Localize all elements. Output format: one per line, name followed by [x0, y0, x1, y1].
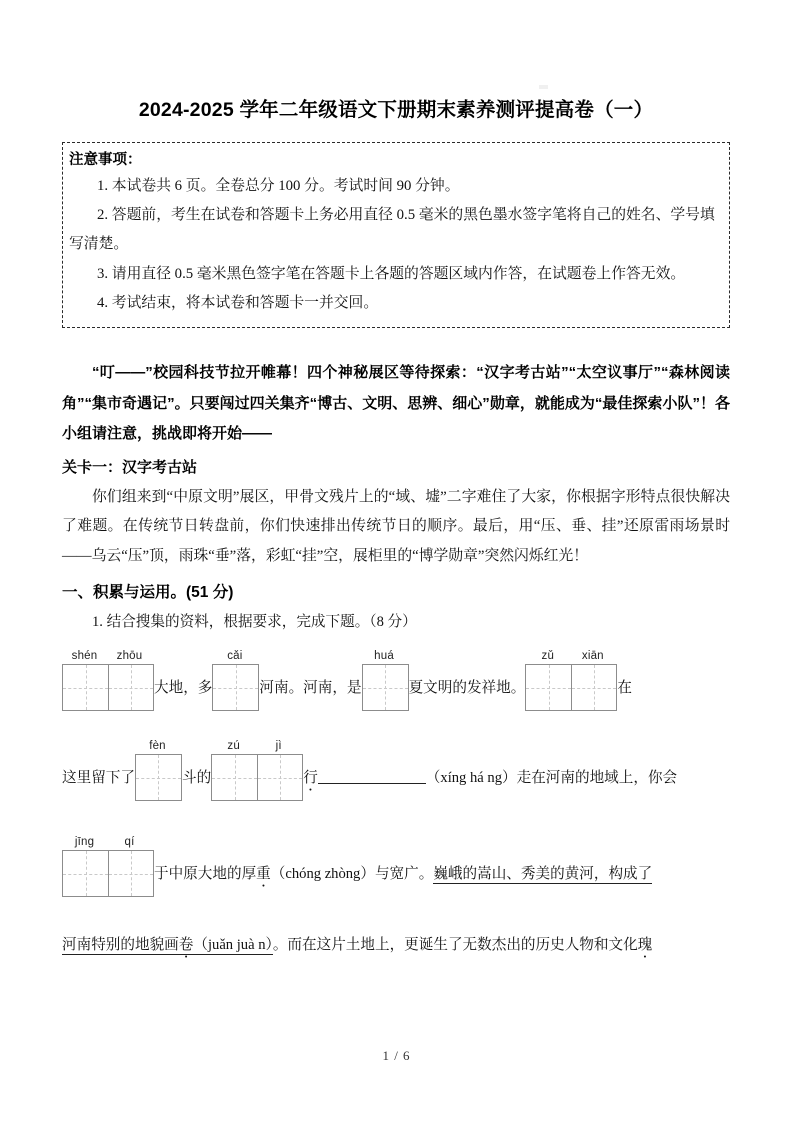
level-heading: 关卡一：汉字考古站: [62, 459, 198, 477]
pinyin-label-row: [362, 648, 409, 664]
tianzige-cell[interactable]: [213, 665, 258, 710]
answer-row: [62, 833, 730, 897]
tianzige-cell[interactable]: [363, 665, 408, 710]
emphasis-dot-char: 卷: [178, 937, 194, 954]
pinyin-label: xiān: [581, 650, 604, 663]
inline-text: 夏文明的发祥地。: [408, 679, 526, 696]
tianzige-grid[interactable]: [62, 664, 154, 711]
tianzige-cell[interactable]: [108, 851, 153, 896]
pinyin-label: zhōu: [116, 650, 143, 663]
tianzige-grid[interactable]: [362, 664, 409, 711]
tail-underlined-text: [62, 937, 273, 955]
pinyin-label-row: [211, 738, 303, 754]
page-content: [62, 0, 730, 960]
emphasis-dot-char: 瑰: [637, 937, 653, 954]
tail-paragraph: [62, 931, 730, 960]
answer-blank-line[interactable]: [318, 783, 426, 784]
pinyin-label: fèn: [149, 740, 166, 753]
tianzige-grid[interactable]: [135, 754, 182, 801]
pinyin-label-row: [135, 738, 182, 754]
question-1: 1. 结合搜集的资料，根据要求，完成下题。（8 分）: [92, 614, 417, 631]
underlined-text-wrap: [433, 867, 652, 898]
inline-text: 这里留下了: [62, 769, 135, 786]
inline-text: 大地，多: [154, 679, 213, 696]
tianzige-cell[interactable]: [571, 665, 616, 710]
inline-text: 斗的: [181, 769, 212, 786]
pinyin-label: huá: [374, 650, 394, 663]
page-title: 2024-2025 学年二年级语文下册期末素养测评提高卷（一）: [138, 99, 654, 121]
pinyin-box-group: [212, 648, 259, 711]
inline-text: 河南。河南，是: [259, 679, 362, 696]
pinyin-label: jì: [275, 740, 282, 753]
inline-text: （xíng há ng）走在河南的地域上，你会: [425, 769, 678, 786]
tail-underlined-label: 河南特别的地貌画卷（juǎn juà n）: [62, 937, 273, 954]
answer-rows: [62, 647, 730, 897]
pinyin-box-group: [362, 648, 409, 711]
page-footer: 1 / 6: [382, 1048, 411, 1063]
answer-blank-wrap: [318, 771, 426, 802]
notice-item-1: 1. 本试卷共 6 页。全卷总分 100 分。考试时间 90 分钟。: [97, 177, 460, 194]
pinyin-label: jīng: [74, 836, 95, 849]
tianzige-cell[interactable]: [63, 851, 108, 896]
tianzige-cell[interactable]: [136, 755, 181, 800]
tianzige-grid[interactable]: [62, 850, 154, 897]
emphasis-dot-char: 行: [303, 769, 318, 786]
inline-text: 在: [617, 679, 632, 696]
pinyin-label-row: [212, 648, 259, 664]
tianzige-cell[interactable]: [212, 755, 257, 800]
underlined-text: 巍峨的嵩山、秀美的黄河，构成了: [433, 865, 653, 882]
pinyin-label: zú: [227, 740, 240, 753]
notice-item-3: 3. 请用直径 0.5 毫米黑色签字笔在答题卡上各题的答题区域内作答，在试题卷上作答无效。: [97, 265, 686, 282]
pinyin-box-group: [525, 648, 617, 711]
emphasized-char-wrap: [303, 771, 318, 802]
pinyin-box-group: [211, 738, 303, 801]
tianzige-cell[interactable]: [108, 665, 153, 710]
pinyin-label: zǔ: [541, 650, 555, 663]
pinyin-label-row: [62, 834, 154, 850]
pinyin-label: shén: [71, 650, 98, 663]
pinyin-label-row: [62, 648, 154, 664]
pinyin-box-group: [135, 738, 182, 801]
notice-heading: 注意事项：: [69, 152, 142, 169]
notice-item-2: 2. 答题前，考生在试卷和答题卡上务必用直径 0.5 毫米的黑色墨水签字笔将自己的姓名、学号填写清楚。: [69, 207, 715, 253]
tianzige-cell[interactable]: [526, 665, 571, 710]
pinyin-label: qí: [124, 836, 135, 849]
notice-item-4: 4. 考试结束，将本试卷和答题卡一并交回。: [97, 295, 379, 311]
notice-box: [62, 142, 730, 328]
section-heading: 一、积累与运用。(51 分): [62, 584, 234, 602]
answer-row: [62, 647, 730, 711]
emphasis-dot-char: 重: [256, 865, 271, 882]
tianzige-grid[interactable]: [212, 664, 259, 711]
level-body: 你们组来到“中原文明”展区，甲骨文残片上的“域、墟”二字难住了大家，你根据字形特点很快解决了难题。在传统节日转盘前，你们快速排出传统节日的顺序。最后，用“压、垂、挂”还原雷雨场景时——乌云“压”顶，雨珠“垂”落，彩虹“挂”空，展柜里的“博学勋章”突然闪烁红光！: [62, 489, 730, 564]
answer-row: [62, 737, 730, 801]
tail-rest: 。而在这片土地上，更诞生了无数杰出的历史人物和文化瑰: [272, 937, 653, 954]
emphasized-char-wrap: [256, 867, 271, 898]
pinyin-label: cǎi: [227, 650, 243, 663]
tianzige-grid[interactable]: [525, 664, 617, 711]
inline-text: 于中原大地的厚: [154, 865, 257, 882]
tianzige-grid[interactable]: [211, 754, 303, 801]
tianzige-cell[interactable]: [63, 665, 108, 710]
tianzige-cell[interactable]: [257, 755, 302, 800]
inline-text: （chóng zhòng）与宽广。: [270, 865, 434, 882]
pinyin-box-group: [62, 834, 154, 897]
pinyin-box-group: [62, 648, 154, 711]
intro-paragraph: “叮——”校园科技节拉开帷幕！四个神秘展区等待探索：“汉字考古站”“太空议事厅”“森林阅读角”“集市奇遇记”。只要闯过四关集齐“博古、文明、思辨、细心”勋章，就能成为“最佳探索小队”！各小组请注意，挑战即将开始——: [62, 364, 730, 442]
pinyin-label-row: [525, 648, 617, 664]
